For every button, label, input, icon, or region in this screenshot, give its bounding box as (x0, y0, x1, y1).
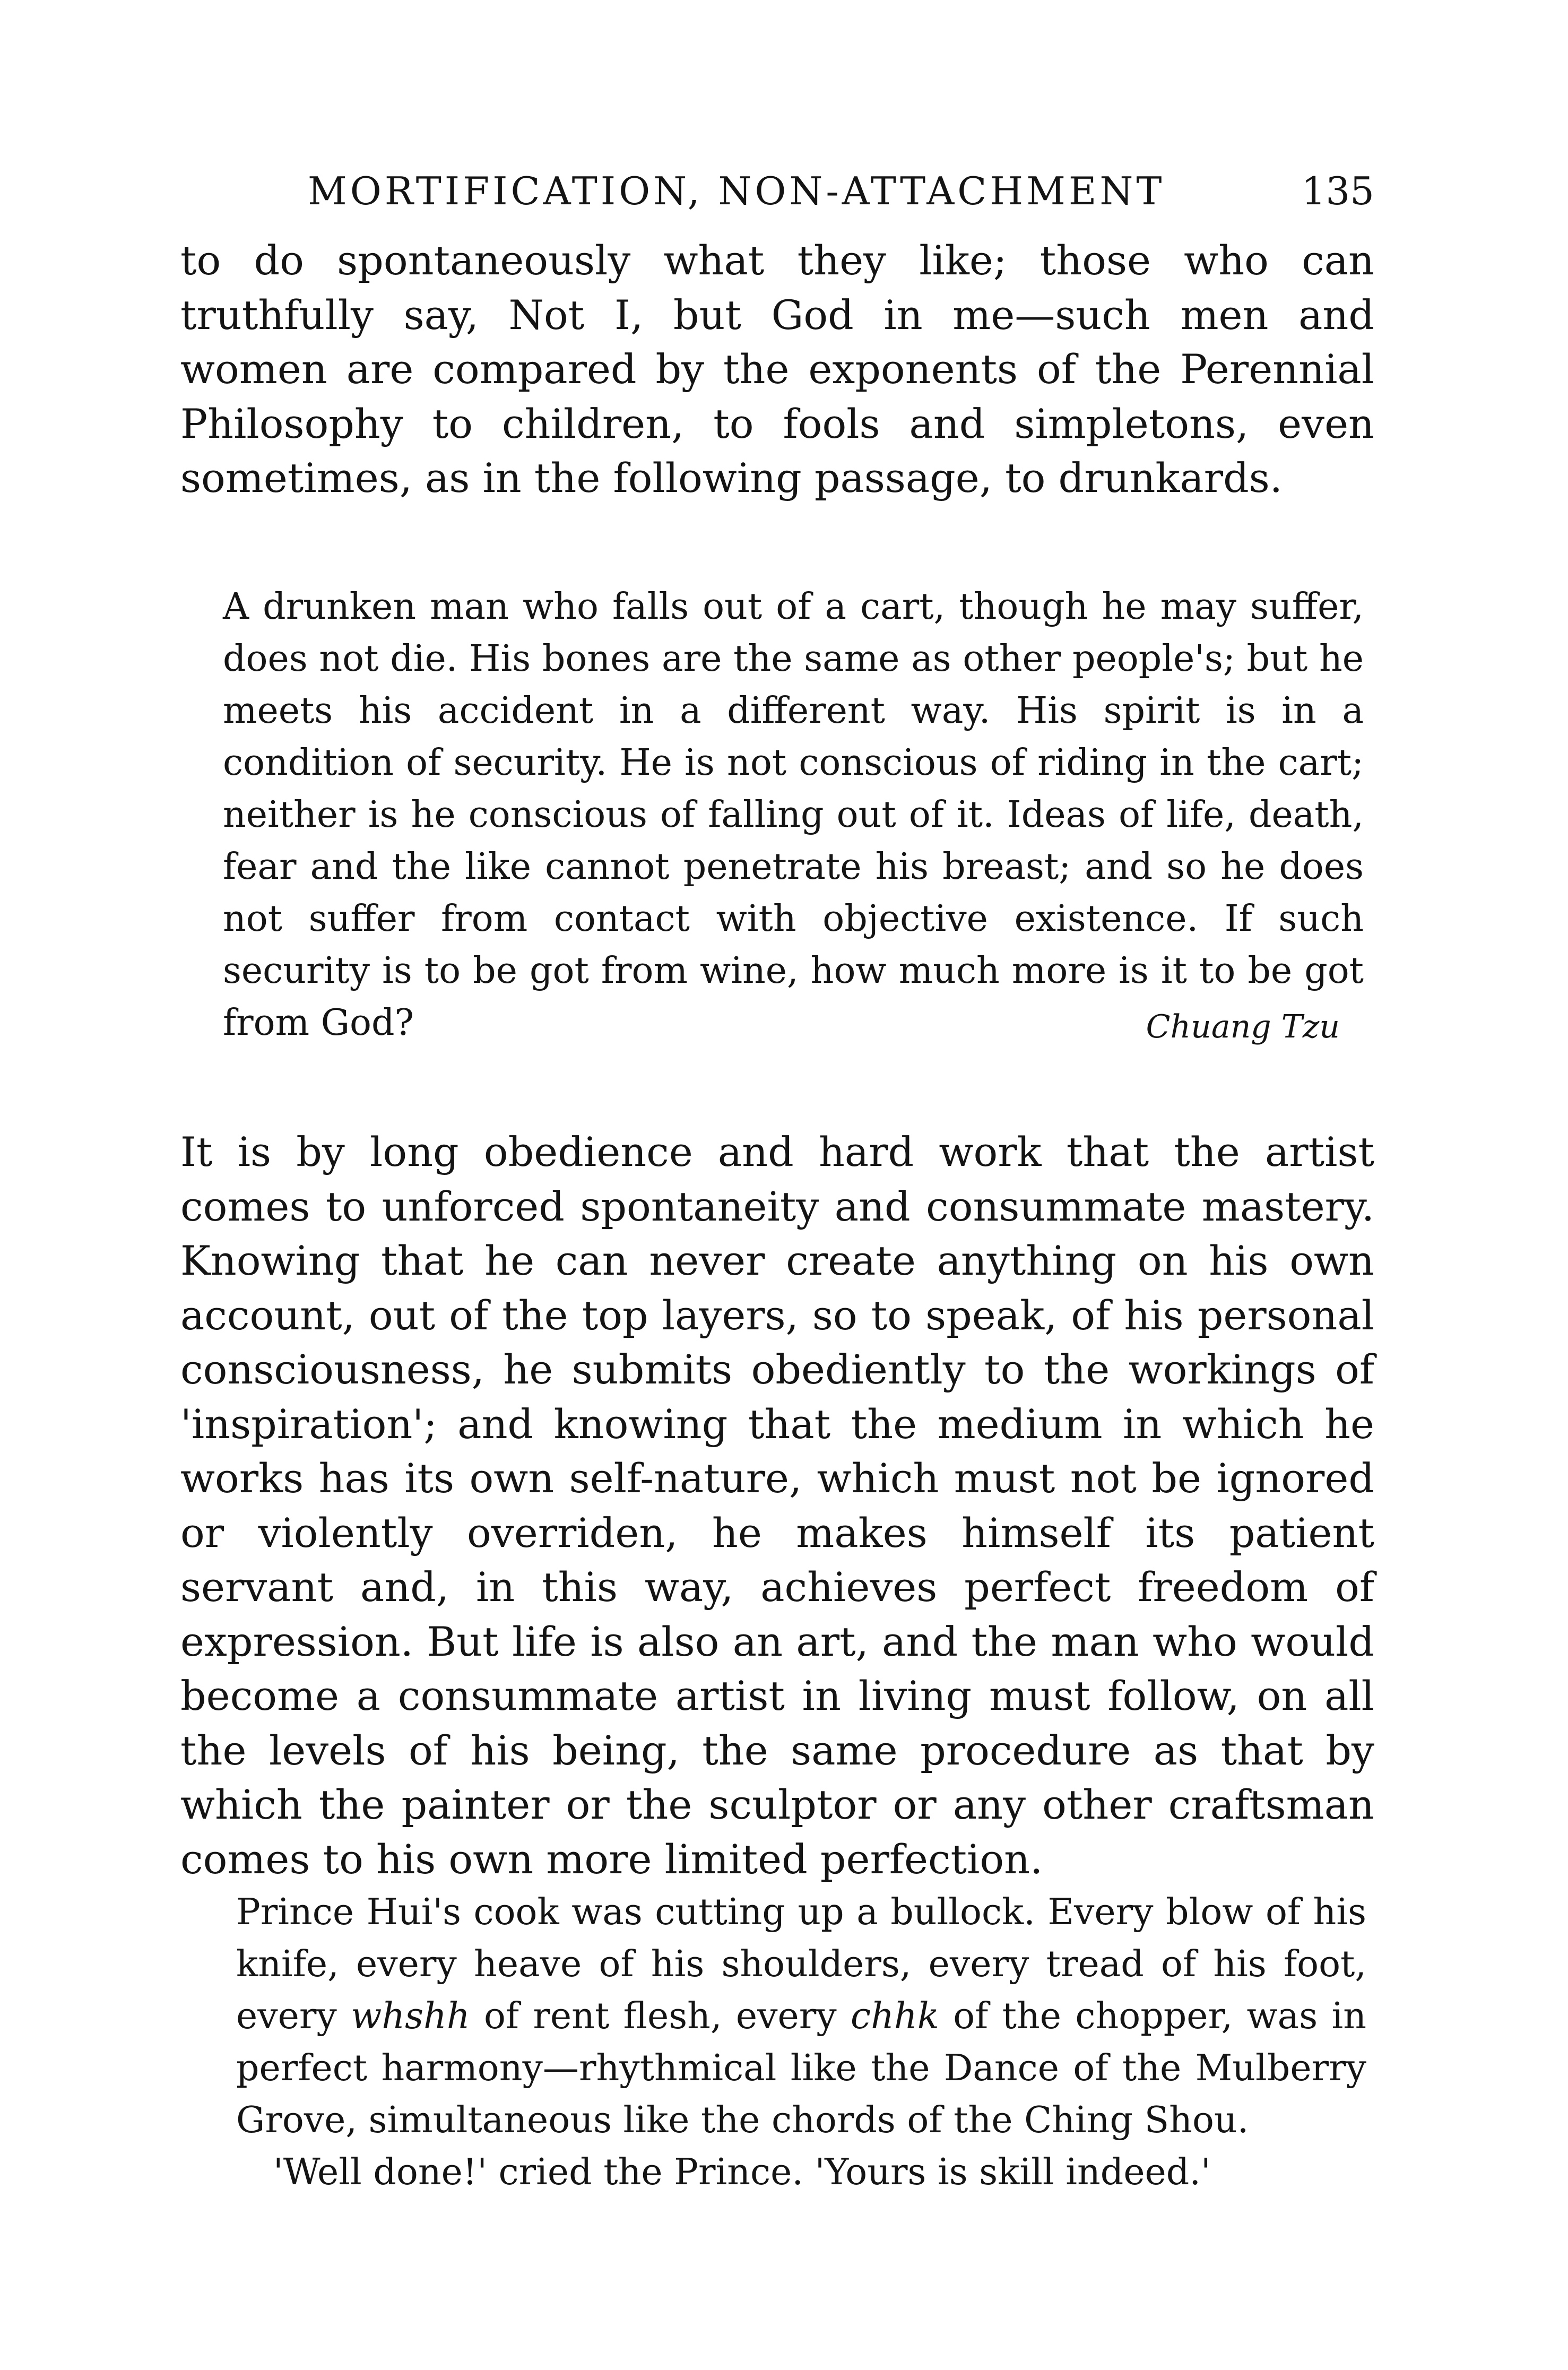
block-quote-2-part-3: of the chopper, was in perfect harmony—rhythmical like the Dance of the Mulberry Grove, simultaneous like the chords of the Ching Shou. (236, 1995, 1366, 2141)
quote-attribution: Chuang Tzu (1146, 1008, 1340, 1045)
body-paragraph-2 (180, 1125, 1374, 1887)
block-quote-2 (236, 1887, 1366, 2199)
body-paragraph-1 (180, 233, 1374, 506)
block-quote-2-part-2: of rent flesh, every (470, 1995, 851, 2037)
body-paragraph-1-text: to do spontaneously what they like; those who can truthfully say, Not I, but God in me—such men and women are compared by the exponents of the Perennial Philosophy to children, to fools and simpletons, even sometimes, as in the following passage, to drunkards. (180, 237, 1374, 501)
block-quote-1 (223, 581, 1364, 1049)
block-quote-1-text: A drunken man who falls out of a cart, though he may suffer, does not die. His bones are the same as other people's; but he meets his accident in a different way. His spirit is in a condition of security. He is not conscious of riding in the cart; neither is he conscious of falling out of it. Ideas of life, death, fear and the like cannot penetrate his breast; and so he does not suffer from contact with objective existence. If such security is to be got from wine, how much more is it to be got from God? (223, 586, 1364, 1044)
running-head: MORTIFICATION, NON-ATTACHMENT (308, 169, 1165, 213)
block-quote-2-italic-1: whshh (351, 1995, 470, 2037)
page-header (180, 159, 1374, 223)
block-quote-2-text (236, 1887, 1366, 2147)
page-number: 135 (1301, 169, 1374, 213)
block-quote-2-italic-2: chhk (851, 1995, 939, 2037)
block-quote-2-part-1: Prince Hui's cook was cutting up a bullock. Every blow of his knife, every heave of his shoulders, every tread of his foot, every (236, 1891, 1366, 2037)
body-paragraph-2-text: It is by long obedience and hard work that the artist comes to unforced spontaneity and consummate mastery. Knowing that he can never create anything on his own account, out of the top layers, so to speak, of his personal consciousness, he submits obediently to the workings of 'inspiration'; and knowing that the medium in which he works has its own self-nature, which must not be ignored or violently overriden, he makes himself its patient servant and, in this way, achieves perfect freedom of expression. But life is also an art, and the man who would become a consummate artist in living must follow, on all the levels of his being, the same procedure as that by which the painter or the sculptor or any other craftsman comes to his own more limited perfection. (180, 1128, 1374, 1883)
block-quote-2-line-2: 'Well done!' cried the Prince. 'Yours is skill indeed.' (273, 2151, 1211, 2193)
